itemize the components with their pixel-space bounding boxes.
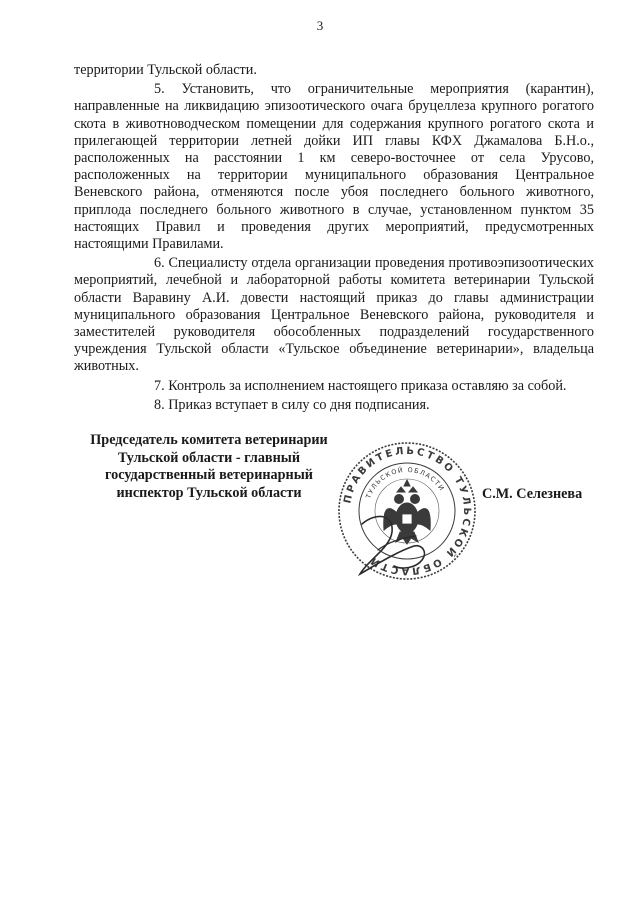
item-text: Специалисту отдела организации проведения противоэпизоотических мероприятий, лечебной и лабораторной работы комитета ветеринарии Тульской области Варавину А.И. довести настоящий приказ до главы администрации муниципального образования Центральное Веневского района, руководителя и заместителей руководителя обособленных подразделений государственного учреждения Тульской области «Тульское объединение ветеринарии», владельца животных. <box>74 255 594 375</box>
document-body <box>74 62 594 414</box>
item-number: 5. <box>154 81 165 98</box>
page-number: 3 <box>316 18 324 33</box>
item-number: 7. <box>154 377 165 394</box>
list-item <box>74 397 594 414</box>
item-text: Приказ вступает в силу со дня подписания. <box>168 396 430 413</box>
item-text: Установить, что ограничительные мероприятия (карантин), направленные на ликвидацию эпизоотического очага бруцеллеза крупного рогатого скота в животноводческом помещении для содержания крупного рогатого скота и прилегающей территории летней дойки ИП главы КФХ Джамалова Б.Н.о., расположенных на расстоянии 1 км северо-восточнее от села Урусово, расположенных на территории муниципального образования Центральное Веневского района, отменяются после убоя последнего больного животного, приплода последнего больного животного в случае, установленном пунктом 35 настоящих Правил и проведения других мероприятий, предусмотренных настоящими Правилами. <box>74 81 595 253</box>
list-item <box>74 255 594 375</box>
seal-inner-text: ТУЛЬСКОЙ ОБЛАСТИ <box>364 465 447 500</box>
list-item <box>74 378 594 395</box>
continuation-text: территории Тульской области. <box>74 62 257 78</box>
item-number: 8. <box>154 396 165 413</box>
item-number: 6. <box>154 255 165 272</box>
signer-name: С.М. Селезнева <box>482 486 583 502</box>
handwritten-signature <box>318 486 448 596</box>
seal-outer-text: ПРАВИТЕЛЬСТВО ТУЛЬСКОЙ ОБЛАСТИ <box>342 445 473 577</box>
signatory-position: Председатель комитета ветеринарии Тульской области - главный государственный ветеринарный инспектор Тульской области <box>90 432 328 501</box>
list-item <box>74 81 594 253</box>
item-text: Контроль за исполнением настоящего приказа оставляю за собой. <box>168 377 567 394</box>
